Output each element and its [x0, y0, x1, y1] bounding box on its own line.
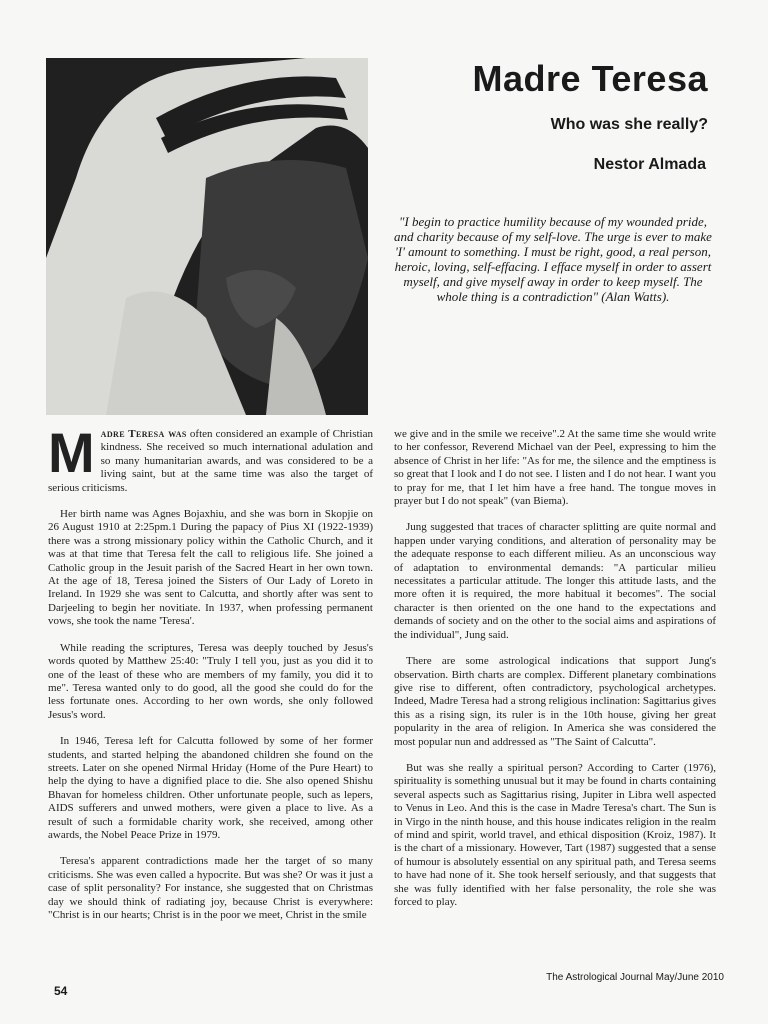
left-column [48, 421, 373, 935]
body-paragraph: There are some astrological indications that support Jung's observation. Birth charts are complex. Different planetary combinations give rise to different, often contradictory, psychological archetypes. Indeed, Madre Teresa had a strong religious inclination: Sagittarius gives this as a rising sign, its ruler is in the 10th house, giving her great popularity in the area of religion. In America she was considered the most popular nun and addressed as "The Saint of Calcutta". [394, 655, 716, 748]
article-subtitle: Who was she really? [550, 116, 708, 133]
epigraph-quote: "I begin to practice humility because of my wounded pride, and charity because of my self-love. The urge is ever to make 'I' amount to something. I must be right, good, a real person, heroic, loving, self-effacing. I efface myself in order to assert myself, and give myself away in order to keep myself. The whole thing is a contradiction" (Alan Watts). [394, 214, 712, 304]
right-column [394, 428, 716, 922]
body-paragraph: Teresa's apparent contradictions made her the target of so many criticisms. She was even called a hypocrite. But was she? Or was it just a case of split personality? For instance, she suggested that on Christmas day we should think of radiating joy, because Christ is everywhere: "Christ is in our hearts; Christ is in the poor we meet, Christ in the smile [48, 855, 373, 921]
lead-text: often considered an example of Christian kindness. She received so much international adulation and so many humanitarian awards, and was considered to be a living saint, but at the same time was also the target of serious criticisms. [48, 428, 373, 494]
lead-paragraph [48, 421, 373, 495]
body-paragraph: In 1946, Teresa left for Calcutta followed by some of her former students, and started helping the abandoned children she found on the streets. Later on she opened Nirmal Hriday (Home of the Pure Heart) to help the dying to have a dignified place to die. She also opened Shishu Bhavan for homeless children. Other unfortunate people, such as lepers, AIDS sufferers and unwed mothers, were given a place to live. As a result of such a formidable charity work, she received, among other awards, the Nobel Peace Prize in 1979. [48, 735, 373, 841]
author-name: Nestor Almada [593, 156, 706, 173]
body-paragraph: While reading the scriptures, Teresa was deeply touched by Jesus's words quoted by Matthew 25:40: "Truly I tell you, just as you did it to one of the least of these who are members of my family, you did it to me". Teresa wanted only to do good, all the good she could do for the less fortunate ones. According to her own words, she only followed Jesus's word. [48, 641, 373, 721]
lead-small-caps: adre Teresa was [100, 428, 187, 440]
portrait-photo [46, 58, 368, 415]
body-paragraph: Jung suggested that traces of character splitting are quite normal and happen under varying conditions, and alteration of personality may be the adequate response to each different milieu. As an unconscious way of adaptation to environmental demands: "A particular milieu necessitates a particular attitude. The longer this attitude lasts, and the more often it is required, the more habitual it becomes". The social character is then oriented on the one hand to the expectations and demands of society and on the other to the social aims and aspirations of the individual", Jung said. [394, 521, 716, 641]
article-title: Madre Teresa [472, 58, 708, 99]
body-paragraph: Her birth name was Agnes Bojaxhiu, and she was born in Skopjie on 26 August 1910 at 2:25pm.1 During the papacy of Pius XI (1922-1939) there was a strong missionary policy within the Catholic Church, and it was at that time that Teresa felt the call to religious life. She joined a Catholic group in the Jesuit parish of the Sacred Heart in her own town. At the age of 18, Teresa joined the Sisters of Our Lady of Loreto in Ireland. In 1929 she was sent to Calcutta, and shortly after was sent to Darjeeling to begin her novitiate. In 1937, when professing permanent vows, she took the name 'Teresa'. [48, 508, 373, 628]
journal-footer: The Astrological Journal May/June 2010 [546, 972, 724, 983]
drop-cap: M [48, 421, 95, 484]
body-paragraph: But was she really a spiritual person? According to Carter (1976), spirituality is something unusual but it may be found in charts containing several aspects such as Sagittarius rising, Jupiter in Libra well aspected to Venus in Leo. And this is the case in Madre Teresa's chart. The Sun is in Virgo in the ninth house, and this house indicates religion in the realm of mind and spirit, world travel, and ethical disposition (Kroiz, 1987). It is the chart of a missionary. However, Tart (1987) suggested that a sense of humour is absolutely essential on any spiritual path, and Teresa seems to have had none of it. She took herself seriously, and that suggests that she was fully identified with her false personality, the role she was forced to play. [394, 761, 716, 908]
body-paragraph: we give and in the smile we receive".2 At the same time she would write to her confessor, Reverend Michael van der Peel, expressing to him the absence of Christ in her life: "As for me, the silence and the emptiness is so great that I look and I do not see. I listen and I do not hear. I want you to pray for me, that I let him have a free hand. The tongue moves in prayer but I do not speak" (van Biema). [394, 428, 716, 508]
page-number: 54 [54, 984, 68, 998]
portrait-image [46, 58, 368, 415]
